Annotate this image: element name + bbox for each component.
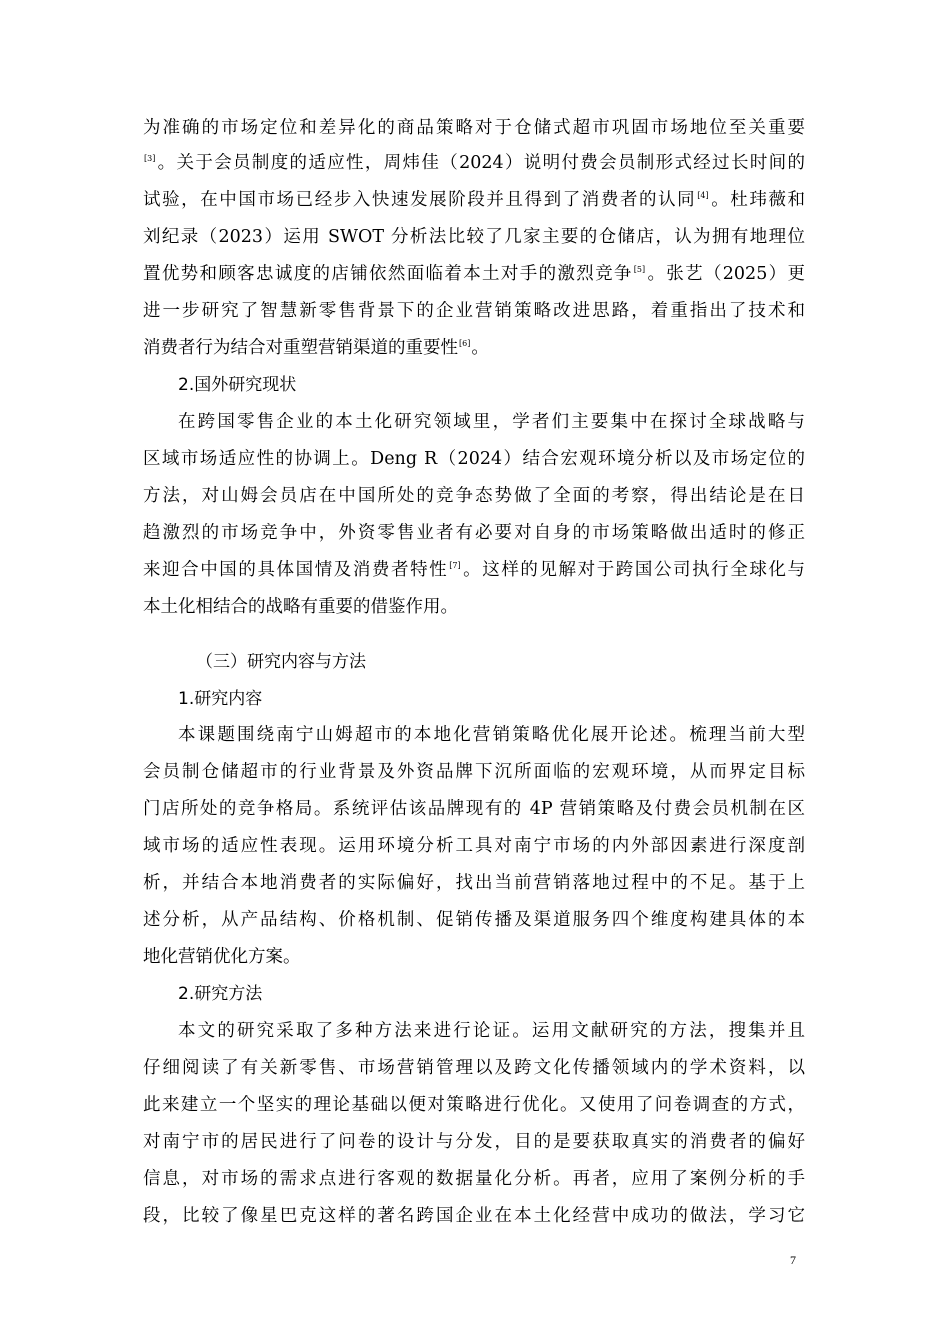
paragraph-line: 本土化相结合的战略有重要的借鉴作用。 [143,597,458,617]
paragraph-line: 信息，对市场的需求点进行客观的数据量化分析。再者，应用了案例分析的手 [143,1169,805,1189]
paragraph-line: 进一步研究了智慧新零售背景下的企业营销策略改进思路，着重指出了技术和 [143,301,805,321]
subheading-foreign-research: 2.国外研究现状 [178,375,297,395]
citation-ref: [6] [459,339,471,348]
paragraph-line: 趋激烈的市场竞争中，外资零售业者有必要对自身的市场策略做出适时的修正 [143,523,805,543]
subheading-research-method: 2.研究方法 [178,984,263,1004]
paragraph-line: 此来建立一个坚实的理论基础以便对策略进行优化。又使用了问卷调查的方式， [143,1095,805,1115]
paragraph-line: 方法，对山姆会员店在中国所处的竞争态势做了全面的考察，得出结论是在日 [143,486,805,506]
paragraph-line: 试验，在中国市场已经步入快速发展阶段并且得到了消费者的认同[4]。杜玮薇和 [143,190,805,210]
paragraph-line: 域市场的适应性表现。运用环境分析工具对南宁市场的内外部因素进行深度剖 [143,836,805,856]
paragraph-line: 在跨国零售企业的本土化研究领域里，学者们主要集中在探讨全球战略与 [178,412,805,432]
citation-ref: [7] [449,561,461,570]
citation-ref: [5] [633,265,646,274]
citation-ref: [4] [697,191,709,200]
subheading-research-content: 1.研究内容 [178,689,263,709]
paragraph-line: 段，比较了像星巴克这样的著名跨国企业在本土化经营中成功的做法，学习它 [143,1206,805,1226]
paragraph-line: 为准确的市场定位和差异化的商品策略对于仓储式超市巩固市场地位至关重要 [143,118,805,138]
paragraph-line: 仔细阅读了有关新零售、市场营销管理以及跨文化传播领域内的学术资料，以 [143,1058,805,1078]
paragraph-line: 区域市场适应性的协调上。Deng R（2024）结合宏观环境分析以及市场定位的 [143,449,805,469]
paragraph-line: 本课题围绕南宁山姆超市的本地化营销策略优化展开论述。梳理当前大型 [178,725,805,745]
paragraph-line: 述分析，从产品结构、价格机制、促销传播及渠道服务四个维度构建具体的本 [143,910,805,930]
paragraph-line: 门店所处的竞争格局。系统评估该品牌现有的 4P 营销策略及付费会员机制在区 [143,799,805,819]
section-heading: （三）研究内容与方法 [196,652,366,672]
paragraph-line: 来迎合中国的具体国情及消费者特性[7]。这样的见解对于跨国公司执行全球化与 [143,560,805,580]
paragraph-line: 析，并结合本地消费者的实际偏好，找出当前营销落地过程中的不足。基于上 [143,873,805,893]
paragraph-line: 置优势和顾客忠诚度的店铺依然面临着本土对手的激烈竞争[5]。张艺（2025）更 [143,264,806,284]
page-number: 7 [790,1253,796,1267]
paragraph-line: 地化营销优化方案。 [143,947,301,967]
paragraph-line: 会员制仓储超市的行业背景及外资品牌下沉所面临的宏观环境，从而界定目标 [143,762,805,782]
citation-ref: [3] [144,154,156,163]
paragraph-line: [3]。关于会员制度的适应性，周炜佳（2024）说明付费会员制形式经过长时间的 [144,153,805,173]
paragraph-line: 对南宁市的居民进行了问卷的设计与分发，目的是要获取真实的消费者的偏好 [143,1132,805,1152]
paragraph-line: 刘纪录（2023）运用 SWOT 分析法比较了几家主要的仓储店，认为拥有地理位 [143,227,805,247]
paragraph-line: 本文的研究采取了多种方法来进行论证。运用文献研究的方法，搜集并且 [178,1021,805,1041]
paragraph-line: 消费者行为结合对重塑营销渠道的重要性[6]。 [143,338,489,358]
